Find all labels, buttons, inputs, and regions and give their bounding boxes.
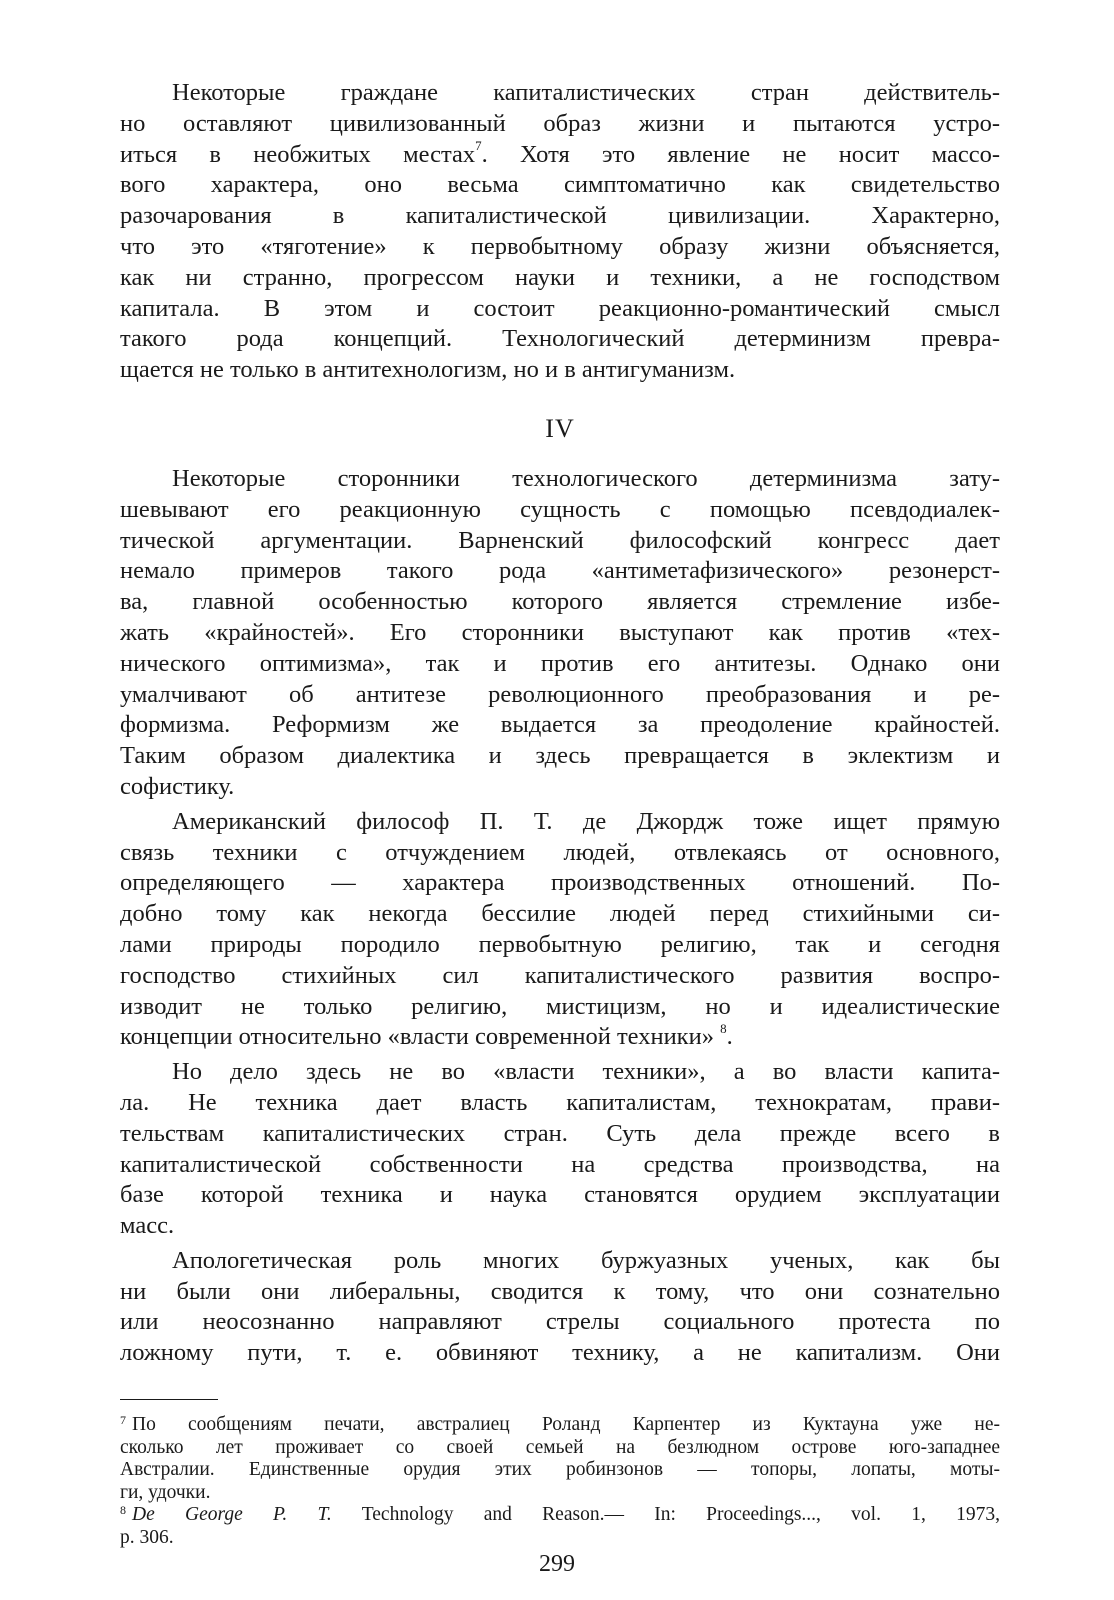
text-fragment: . (726, 1023, 733, 1051)
text-line: ла. Не техника дает власть капиталистам, технократам, прави- (120, 1088, 1000, 1116)
footnote-author: De George P. T. (132, 1504, 332, 1526)
text-line: определяющего — характера производственных отношений. По- (120, 869, 1000, 897)
text-line: масс. (120, 1212, 175, 1240)
text-line: шевывают его реакционную сущность с помощью псевдодиалек- (120, 495, 1000, 523)
page-text (120, 78, 1000, 1549)
text-line: Американский философ П. Т. де Джордж тоже ищет прямую (172, 807, 1000, 835)
text-line: базе которой техника и наука становятся орудием эксплуатации (120, 1181, 1000, 1209)
paragraph-4 (120, 1057, 1000, 1242)
footnote-line: Австралии. Единственные орудия этих робинзонов — топоры, лопаты, моты- (120, 1459, 1000, 1481)
footnote-8 (120, 1504, 1000, 1549)
paragraph-1 (120, 78, 1000, 386)
text-line: Некоторые сторонники технологического детерминизма зату- (172, 464, 1000, 492)
section-heading: IV (545, 413, 575, 443)
footnote-line: ги, удочки. (120, 1481, 211, 1503)
text-line: но оставляют цивилизованный образ жизни и пытаются устро- (120, 109, 1000, 137)
text-line: немало примеров такого рода «антиметафизического» резонерст- (120, 557, 1000, 585)
text-line: ложному пути, т. е. обвиняют технику, а не капитализм. Они (120, 1339, 1000, 1367)
text-line: тельствам капиталистических стран. Суть дела прежде всего в (120, 1119, 1000, 1147)
footnotes (120, 1414, 1000, 1549)
text-line: ни были они либеральны, сводится к тому, что они сознательно (120, 1277, 1000, 1305)
text-line: господство стихийных сил капиталистического развития воспро- (120, 961, 1000, 989)
text-line: капитала. В этом и состоит реакционно-романтический смысл (120, 294, 1000, 322)
text-line: добно тому как некогда бессилие людей перед стихийными си- (120, 900, 1000, 928)
text-line: связь техники с отчуждением людей, отвлекаясь от основного, (120, 838, 1000, 866)
text-line: Но дело здесь не во «власти техники», а во власти капита- (172, 1058, 1000, 1086)
text-line: вого характера, оно весьма симптоматично как свидетельство (120, 171, 1000, 199)
paragraph-3 (120, 807, 1000, 1053)
text-line: Апологетическая роль многих буржуазных ученых, как бы (172, 1246, 1000, 1274)
text-fragment: концепции относительно «власти современной техники» (120, 1023, 714, 1051)
text-line: ва, главной особенностью которого является стремление избе- (120, 588, 1000, 616)
text-line: жать «крайностей». Его сторонники выступают как против «тех- (120, 618, 1000, 646)
footnote-text: По сообщениям печати, австралиец Роланд Карпентер из Куктауна уже не- (132, 1414, 1000, 1436)
page-number: 299 (539, 1551, 575, 1577)
text-line: нического оптимизма», так и против его антитезы. Однако они (120, 649, 1000, 677)
footnote-divider (120, 1399, 218, 1400)
paragraph-5 (120, 1246, 1000, 1369)
footnote-line: p. 306. (120, 1526, 174, 1548)
text-line (120, 1022, 1000, 1053)
text-line: формизма. Реформизм же выдается за преодоление крайностей. (120, 711, 1000, 739)
footnote-mark: 7 (120, 1414, 126, 1428)
paragraph-2 (120, 464, 1000, 803)
text-line: тической аргументации. Варненский философский конгресс дает (120, 526, 1000, 554)
footnote-text: Technology and Reason.— In: Proceedings..., vol. 1, 1973, (331, 1504, 1000, 1526)
text-line: разочарования в капиталистической цивилизации. Характерно, (120, 202, 1000, 230)
text-line: что это «тяготение» к первобытному образу жизни объясняется, (120, 232, 1000, 260)
footnote-7 (120, 1414, 1000, 1504)
text-line (120, 140, 1000, 171)
text-line: умалчивают об антитезе революционного преобразования и ре- (120, 680, 1000, 708)
text-line: как ни странно, прогрессом науки и техники, а не господством (120, 263, 1000, 291)
text-line: щается не только в антитехнологизм, но и в антигуманизм. (120, 356, 736, 384)
text-line: софистику. (120, 772, 235, 800)
footnote-line: сколько лет проживает со своей семьей на безлюдном острове юго-западнее (120, 1436, 1000, 1458)
text-line: изводит не только религию, мистицизм, но и идеалистические (120, 992, 1000, 1020)
footnote-line (120, 1414, 1000, 1437)
text-line: такого рода концепций. Технологический детерминизм превра- (120, 325, 1000, 353)
text-line: Таким образом диалектика и здесь превращается в эклектизм и (120, 742, 1000, 770)
footnote-mark: 8 (120, 1504, 126, 1518)
text-line: или неосознанно направляют стрелы социального протеста по (120, 1308, 1000, 1336)
footnote-ref-8[interactable]: 8 (720, 1022, 727, 1037)
text-fragment: иться в необжитых местах (120, 140, 476, 168)
footnote-ref-7[interactable]: 7 (475, 139, 482, 154)
text-line: лами природы породило первобытную религию, так и сегодня (120, 930, 1000, 958)
text-fragment: . Хотя это явление не носит массо- (481, 140, 1000, 168)
footnote-line (120, 1504, 1000, 1527)
text-line: капиталистической собственности на средства производства, на (120, 1150, 1000, 1178)
text-line: Некоторые граждане капиталистических стран действитель- (172, 79, 1000, 106)
